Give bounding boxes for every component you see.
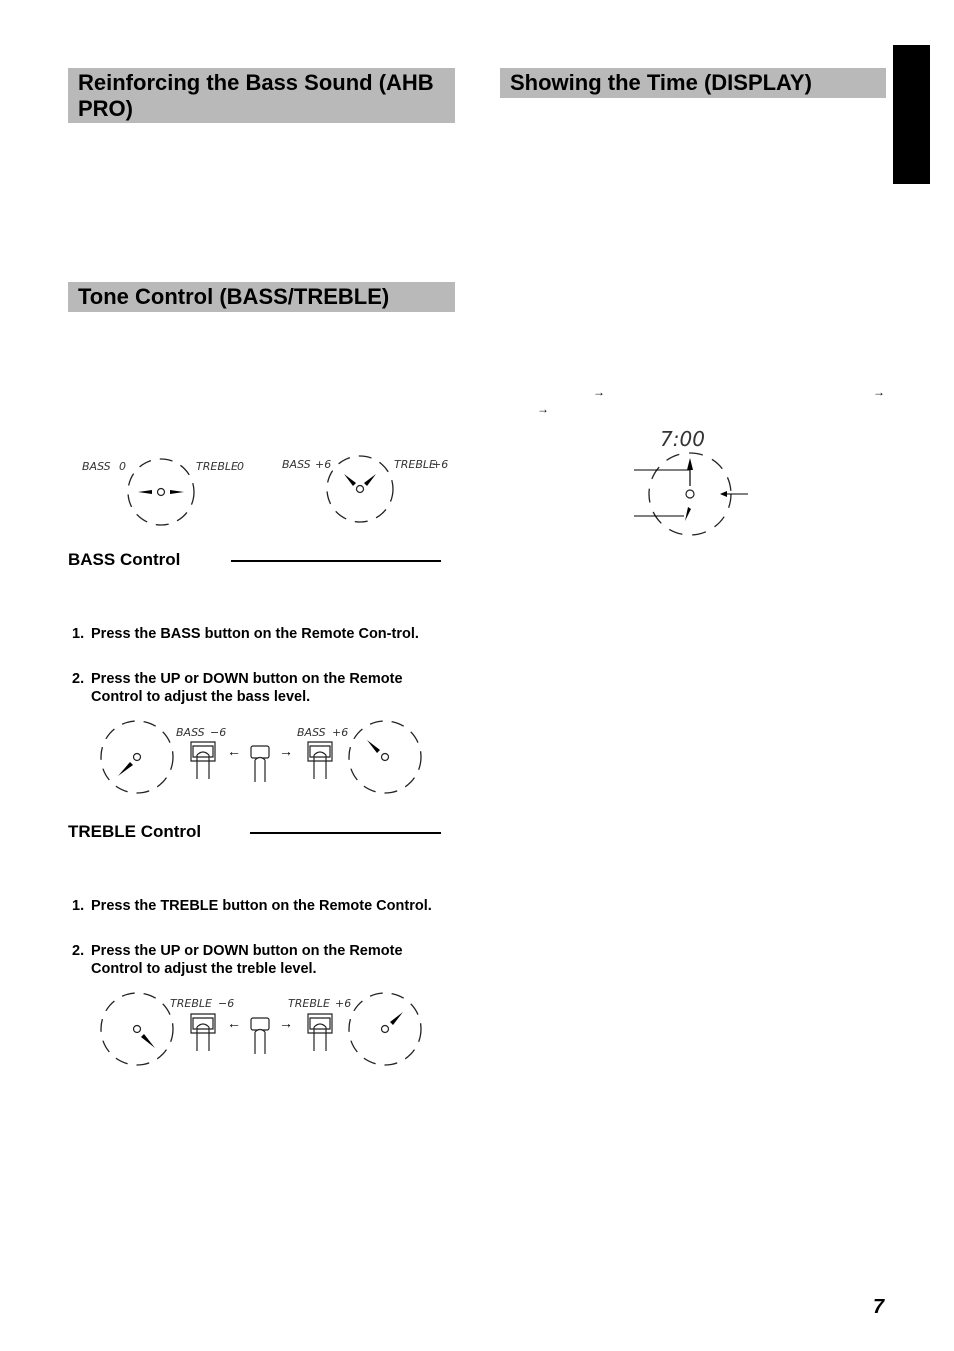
tone-flat-diagram <box>82 459 244 525</box>
treble-high-value: +6 <box>335 997 352 1010</box>
treble-control-title: TREBLE Control <box>68 822 202 841</box>
ahb-pro-heading: Reinforcing the Bass Sound (AHB PRO) <box>68 68 455 123</box>
max-treble-pointer <box>364 474 376 486</box>
flat-bass-label: BASS <box>82 460 111 473</box>
treble-control-diagram <box>101 993 421 1065</box>
bass-low-dial-center <box>134 754 141 761</box>
treble-high-dial-center <box>382 1026 389 1033</box>
treble-low-pointer <box>141 1034 155 1048</box>
bass-right-arrow: → <box>279 743 293 759</box>
bass-high-value: +6 <box>332 726 349 739</box>
bass-step-2-text: Press the UP or DOWN button on the Remote Control to adjust the bass level. <box>91 671 403 705</box>
display-clock-diagram <box>634 427 748 535</box>
treble-step-2-text: Press the UP or DOWN button on the Remote Control to adjust the treble level. <box>91 943 403 977</box>
treble-right-arrow: → <box>279 1015 293 1031</box>
bass-control-title: BASS Control <box>68 550 181 569</box>
treble-low-dial-center <box>134 1026 141 1033</box>
flat-bass-pointer <box>138 490 152 494</box>
bass-high-dial-center <box>382 754 389 761</box>
max-treble-value: +6 <box>432 458 449 471</box>
flat-bass-value: 0 <box>119 460 126 473</box>
treble-down-finger <box>191 1014 215 1051</box>
bass-high-label: BASS <box>297 726 326 739</box>
treble-step-1-number: 1. <box>72 898 85 914</box>
bass-control-diagram <box>101 721 421 793</box>
bass-up-finger <box>308 742 332 779</box>
display-arrow-3: → <box>537 402 549 416</box>
treble-high-pointer <box>390 1012 403 1025</box>
bass-high-pointer <box>367 740 380 753</box>
display-arrows <box>537 385 885 416</box>
display-clock-readout: 7:00 <box>660 427 705 451</box>
display-arrow-1: → <box>593 385 605 399</box>
bass-step-2-number: 2. <box>72 671 85 687</box>
max-bass-pointer <box>344 474 356 486</box>
treble-low-value: −6 <box>218 997 235 1010</box>
bass-step-1-text: Press the BASS button on the Remote Con-trol. <box>91 626 419 642</box>
display-heading: Showing the Time (DISPLAY) <box>500 68 886 98</box>
flat-treble-label: TREBLE <box>196 460 238 473</box>
tone-max-diagram <box>282 456 448 522</box>
max-bass-label: BASS <box>282 458 311 471</box>
bass-down-finger <box>191 742 215 779</box>
treble-step-2-number: 2. <box>72 943 85 959</box>
bass-left-arrow: ← <box>227 743 241 759</box>
treble-up-finger <box>308 1014 332 1051</box>
flat-treble-value: 0 <box>237 460 244 473</box>
max-treble-label: TREBLE <box>394 458 436 471</box>
bass-low-pointer <box>118 762 133 776</box>
bass-low-label: BASS <box>176 726 205 739</box>
display-minute-pointer <box>685 507 691 521</box>
display-arrow-2: → <box>873 385 885 399</box>
display-hour-pointer <box>687 458 693 470</box>
flat-treble-pointer <box>170 490 184 494</box>
flat-dial-center <box>158 489 165 496</box>
treble-left-arrow: ← <box>227 1015 241 1031</box>
treble-high-label: TREBLE <box>288 997 330 1010</box>
treble-step-1-text: Press the TREBLE button on the Remote Control. <box>91 898 432 914</box>
treble-center-button <box>251 1018 269 1054</box>
display-dial-center <box>686 490 694 498</box>
tone-control-heading: Tone Control (BASS/TREBLE) <box>68 282 455 312</box>
max-bass-value: +6 <box>315 458 332 471</box>
bass-step-1-number: 1. <box>72 626 85 642</box>
bass-center-button <box>251 746 269 782</box>
max-dial-center <box>357 486 364 493</box>
display-right-pointer <box>720 491 727 497</box>
treble-low-label: TREBLE <box>170 997 212 1010</box>
page-number: 7 <box>873 1296 885 1318</box>
bass-low-value: −6 <box>210 726 227 739</box>
